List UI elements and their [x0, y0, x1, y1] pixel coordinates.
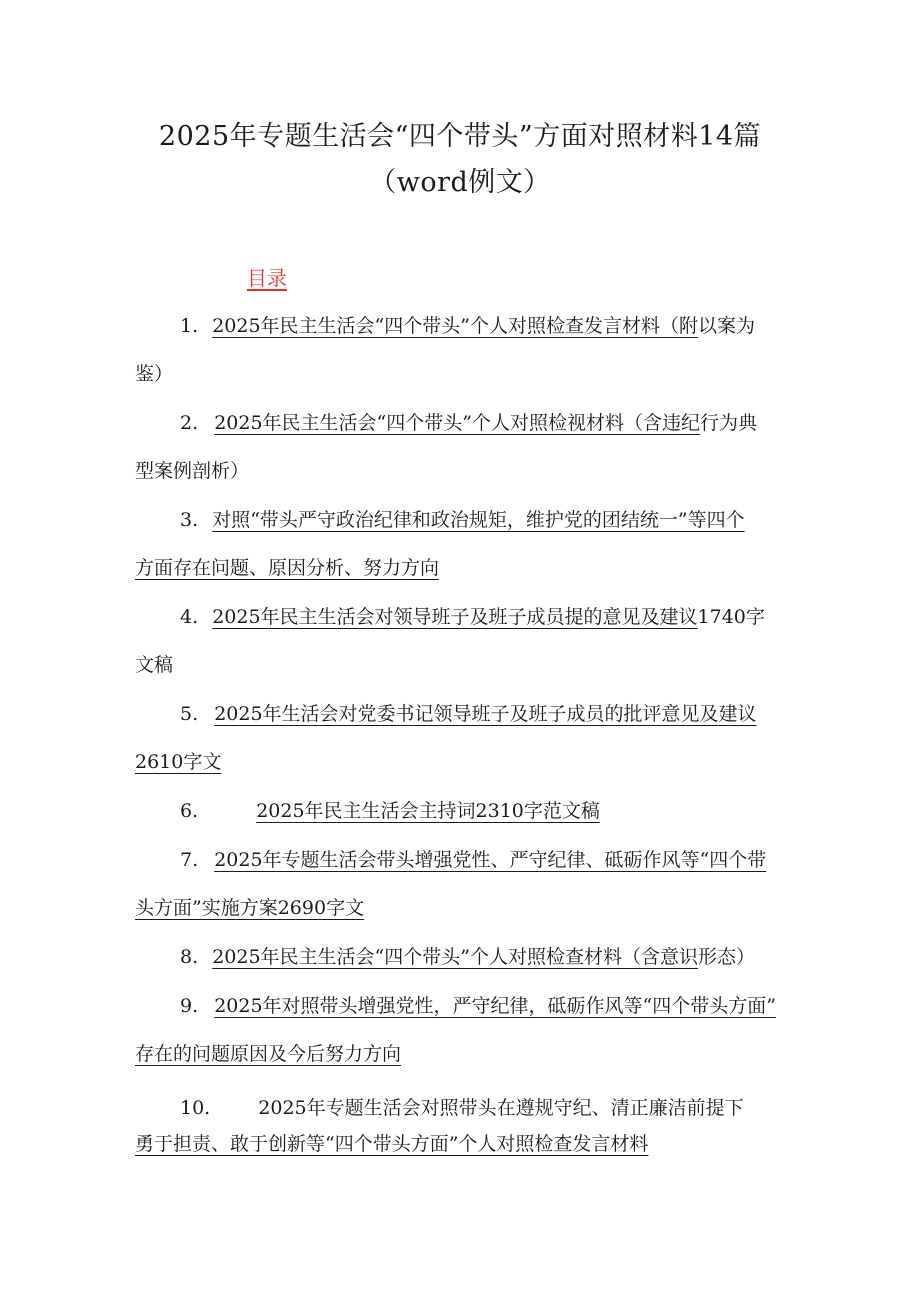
- toc-entry-4-line1: [180, 605, 765, 629]
- toc-entry-6-line1: [180, 799, 600, 823]
- toc-entry-link[interactable]: 方面存在问题、原因分析、努力方向: [135, 557, 440, 579]
- toc-entry-3-line1: [180, 508, 745, 532]
- toc-entry-text: 行为典: [699, 412, 757, 434]
- toc-entry-text: 1740字: [697, 606, 765, 628]
- document-title-line1: 2025年专题生活会“四个带头”方面对照材料14篇: [158, 121, 762, 152]
- toc-entry-number: 9.: [180, 995, 199, 1017]
- toc-entry-number: 8.: [180, 946, 199, 968]
- toc-entry-7-line1: [180, 848, 766, 872]
- toc-entry-number: 3.: [180, 509, 199, 531]
- toc-entry-number: 6.: [180, 800, 199, 822]
- toc-entry-2-line2: [135, 459, 249, 483]
- document-title-line2: （word例文）: [369, 167, 551, 198]
- toc-entry-number: 10.: [180, 1097, 211, 1119]
- toc-entry-10-line2: [135, 1132, 648, 1156]
- toc-entry-text: 型案例剖析）: [135, 460, 250, 482]
- toc-entry-3-line2: [135, 556, 439, 580]
- toc-entry-text: 文稿: [135, 654, 174, 676]
- toc-entry-9-line2: [135, 1042, 401, 1066]
- toc-entry-10-line1: [180, 1096, 744, 1120]
- toc-entry-number: 1.: [180, 315, 199, 337]
- toc-entry-link[interactable]: 存在的问题原因及今后努力方向: [135, 1043, 402, 1065]
- toc-entry-link[interactable]: 2025年生活会对党委书记领导班子及班子成员的批评意见及建议: [214, 703, 757, 725]
- toc-entry-text: 以案为: [697, 315, 755, 337]
- toc-entry-number: 7.: [180, 849, 199, 871]
- toc-entry-link[interactable]: 2025年民主生活会“四个带头”个人对照检查材料（含意识: [212, 946, 698, 968]
- toc-entry-link[interactable]: 2025年民主生活会对领导班子及班子成员提的意见及建议: [212, 606, 698, 628]
- toc-entry-1-line1: [180, 314, 755, 338]
- toc-entry-5-line1: [180, 702, 757, 726]
- toc-entry-9-line1: [180, 994, 776, 1018]
- toc-entry-link[interactable]: 头方面”实施方案2690字文: [135, 897, 365, 919]
- toc-entry-2-line1: [180, 411, 757, 435]
- toc-heading[interactable]: 目录: [247, 266, 287, 290]
- toc-entry-1-line2: [135, 362, 173, 386]
- toc-entry-text: 鉴）: [135, 363, 174, 385]
- toc-entry-text: 形态）: [697, 946, 755, 968]
- toc-entry-number: 2.: [180, 412, 199, 434]
- toc-entry-link[interactable]: 2025年民主生活会主持词2310字范文稿: [256, 800, 600, 822]
- toc-entry-link[interactable]: 勇于担责、敢于创新等“四个带头方面”个人对照检查发言材料: [135, 1133, 649, 1155]
- toc-entry-7-line2: [135, 896, 364, 920]
- toc-entry-8-line1: [180, 945, 755, 969]
- toc-entry-link[interactable]: 2025年民主生活会“四个带头”个人对照检视材料（含违纪: [214, 412, 700, 434]
- toc-entry-text: 2025年专题生活会对照带头在遵规守纪、清正廉洁前提下: [258, 1097, 744, 1119]
- toc-entry-number: 5.: [180, 703, 199, 725]
- toc-entry-5-line2: [135, 750, 221, 774]
- toc-entry-link[interactable]: 2025年民主生活会“四个带头”个人对照检查发言材料（附: [212, 315, 698, 337]
- toc-entry-link[interactable]: 对照“带头严守政治纪律和政治规矩，维护党的团结统一”等四个: [212, 509, 745, 531]
- toc-entry-link[interactable]: 2025年对照带头增强党性，严守纪律，砥砺作风等“四个带头方面”: [214, 995, 776, 1017]
- toc-entry-link[interactable]: 2025年专题生活会带头增强党性、严守纪律、砥砺作风等“四个带: [214, 849, 767, 871]
- toc-entry-number: 4.: [180, 606, 199, 628]
- toc-entry-link[interactable]: 2610字文: [135, 751, 222, 773]
- toc-entry-4-line2: [135, 653, 173, 677]
